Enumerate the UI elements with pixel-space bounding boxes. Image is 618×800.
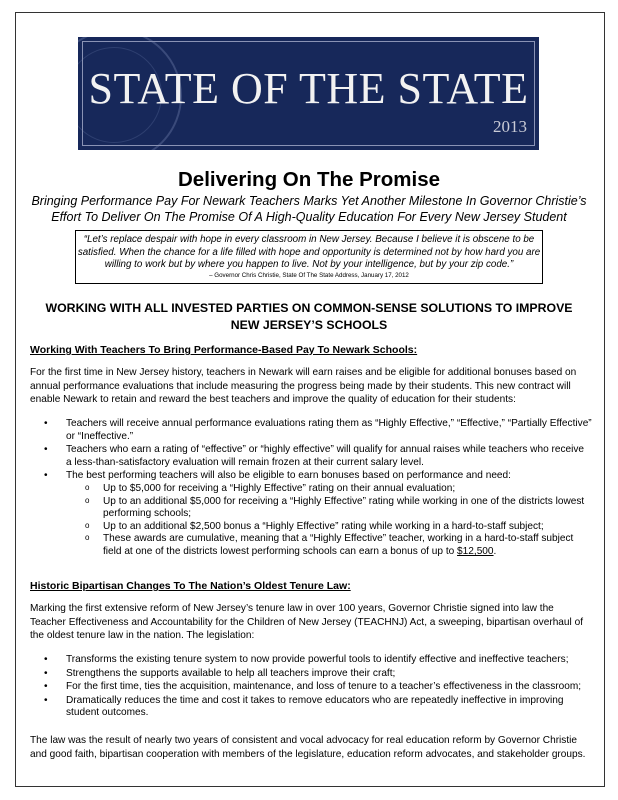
section-heading-tenure-law: Historic Bipartisan Changes To The Nation’s Oldest Tenure Law: (30, 580, 351, 592)
list-item: • The best performing teachers will also be eligible to earn bonuses based on performance and need: o Up to $5,000 for receiving a “Highly Effective” rating on their annual evaluation; o Up to an additional $5,000 for receiving a “Highly Effective” rating while working in one of the districts lowest performing schools; o Up to an additional $2,500 bonus a “Highly Effective” rating while working in a hard-to-staff subject; o These awards are cumulative, meaning that a “Highly Effective” teacher, working in a hard-to-staff subject field at one of the districts lowest performing schools can earn a bonus of up to $12,500. (30, 470, 592, 558)
list-item: • Strengthens the supports available to help all teachers improve their craft; (30, 668, 592, 681)
sub-list-item: o These awards are cumulative, meaning that a “Highly Effective” teacher, working in a hard-to-staff subject field at one of the districts lowest performing schools can earn a bonus of up to $12,500. (66, 533, 592, 558)
sub-list-item: o Up to an additional $2,500 bonus a “Highly Effective” rating while working in a hard-to-staff subject; (66, 521, 592, 534)
quote-citation: – Governor Chris Christie, State Of The State Address, January 17, 2012 (209, 271, 409, 279)
bonus-sub-list (66, 483, 592, 559)
closing-paragraph: The law was the result of nearly two years of consistent and vocal advocacy for real education reform by Governor Christie and good faith, bipartisan cooperation with members of the legislature, education reform advocates, and stakeholder groups. (30, 735, 586, 760)
document-title: Delivering On The Promise (177, 168, 440, 191)
main-heading: WORKING WITH ALL INVESTED PARTIES ON COMMON-SENSE SOLUTIONS TO IMPROVE NEW JERSEY’S SCHOOLS (45, 301, 573, 332)
list-item: • For the first time, ties the acquisition, maintenance, and loss of tenure to a teacher’s effectiveness in the classroom; (30, 681, 592, 694)
tenure-law-list (30, 654, 592, 721)
section-intro-tenure-law: Marking the first extensive reform of New Jersey’s tenure law in over 100 years, Governor Christie signed into law the Teacher Effectiveness and Accountability for the Children of New Jersey (TEACHNJ) Act, a sweeping, bipartisan overhaul of the oldest tenure law in the nation. The legislation: (30, 603, 583, 641)
list-item: • Dramatically reduces the time and cost it takes to remove educators who are repeatedly ineffective in improving student outcomes. (30, 695, 592, 720)
state-of-the-state-banner (78, 37, 539, 150)
banner-title: STATE OF THE STATE (88, 64, 529, 113)
quote-text: “Let’s replace despair with hope in every classroom in New Jersey. Because I believe it is obscene to be satisfied. When the chance for a life filled with hope and opportunity is determined not by how hard you are willing to work but by where you happen to live. Not by your intelligence, but by your zip code.” (77, 234, 541, 270)
sub-list-item: o Up to $5,000 for receiving a “Highly Effective” rating on their annual evaluation; (66, 483, 592, 496)
quote-box (75, 230, 543, 284)
list-item: • Teachers will receive annual performance evaluations rating them as “Highly Effective,” “Effective,” “Partially Effective” or “Ineffective.” (30, 418, 592, 443)
section-intro-performance-pay: For the first time in New Jersey history, teachers in Newark will earn raises and be eligible for additional bonuses based on annual performance evaluations that include measuring the progress being made by their students. This new contract will enable Newark to retain and reward the best teachers and improve the quality of education for their students: (30, 367, 577, 405)
banner-year: 2013 (493, 117, 527, 136)
document-subtitle: Bringing Performance Pay For Newark Teachers Marks Yet Another Milestone In Governor Christie’s Effort To Deliver On The Promise Of A High-Quality Education For Every New Jersey Student (31, 194, 587, 224)
section-heading-performance-pay: Working With Teachers To Bring Performance-Based Pay To Newark Schools: (30, 344, 418, 356)
bonus-amount: $12,500 (457, 545, 494, 557)
list-item: • Transforms the existing tenure system to now provide powerful tools to identify effective and ineffective teachers; (30, 654, 592, 667)
list-item: • Teachers who earn a rating of “effective” or “highly effective” will qualify for annual raises while teachers who receive a less-than-satisfactory evaluation will remain frozen at their current salary level. (30, 444, 592, 469)
performance-pay-list (30, 418, 592, 560)
sub-list-item: o Up to an additional $5,000 for receiving a “Highly Effective” rating while working in one of the districts lowest performing schools; (66, 496, 592, 521)
